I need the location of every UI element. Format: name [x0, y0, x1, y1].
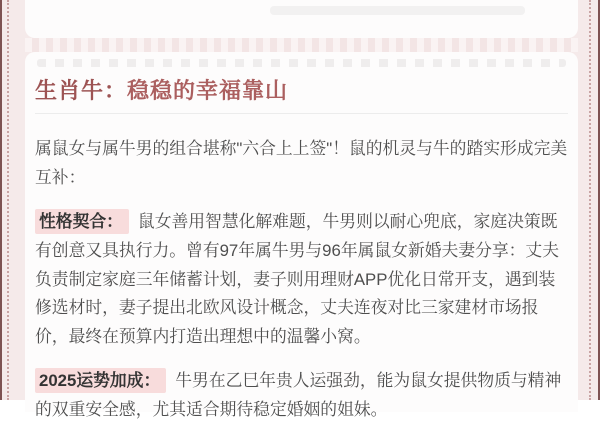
paragraph-personality-match — [35, 208, 568, 352]
faded-content-bar — [270, 6, 525, 15]
title-zodiac-prefix: 生肖牛： — [35, 78, 128, 103]
personality-match-text: 鼠女善用智慧化解难题，牛男则以耐心兜底，家庭决策既有创意又具执行力。曾有97年属牛男与96年属鼠女新婚夫妻分享：丈夫负责制定家庭三年储蓄计划，妻子则用理财APP优化日常开支，遇到装修选材时，妻子提出北欧风设计概念，丈夫连夜对比三家建材市场报价，最终在预算内打造出理想中的温馨小窝。 — [35, 211, 559, 347]
label-personality-match: 性格契合： — [35, 209, 129, 234]
previous-section-card — [25, 0, 578, 38]
article-card — [25, 52, 578, 420]
intro-text: 属鼠女与属牛男的组合堪称"六合上上签"！鼠的机灵与牛的踏实形成完美互补： — [35, 139, 568, 187]
right-dotted-border — [589, 0, 591, 400]
article-title — [35, 79, 568, 114]
left-frame-line — [0, 0, 2, 400]
faded-texture-strip — [37, 59, 566, 67]
fortune-2025-text: 牛男在乙巳年贵人运强劲，能为鼠女提供物质与精神的双重安全感，尤其适合期待稳定婚姻的姐妹。 — [35, 371, 562, 420]
paragraph-intro — [35, 135, 568, 193]
left-dotted-border — [7, 0, 9, 400]
title-main-text: 稳稳的幸福靠山 — [127, 78, 289, 103]
label-2025-fortune: 2025运势加成： — [35, 368, 166, 393]
decorative-divider-strip — [25, 38, 578, 52]
paragraph-2025-fortune — [35, 367, 568, 425]
